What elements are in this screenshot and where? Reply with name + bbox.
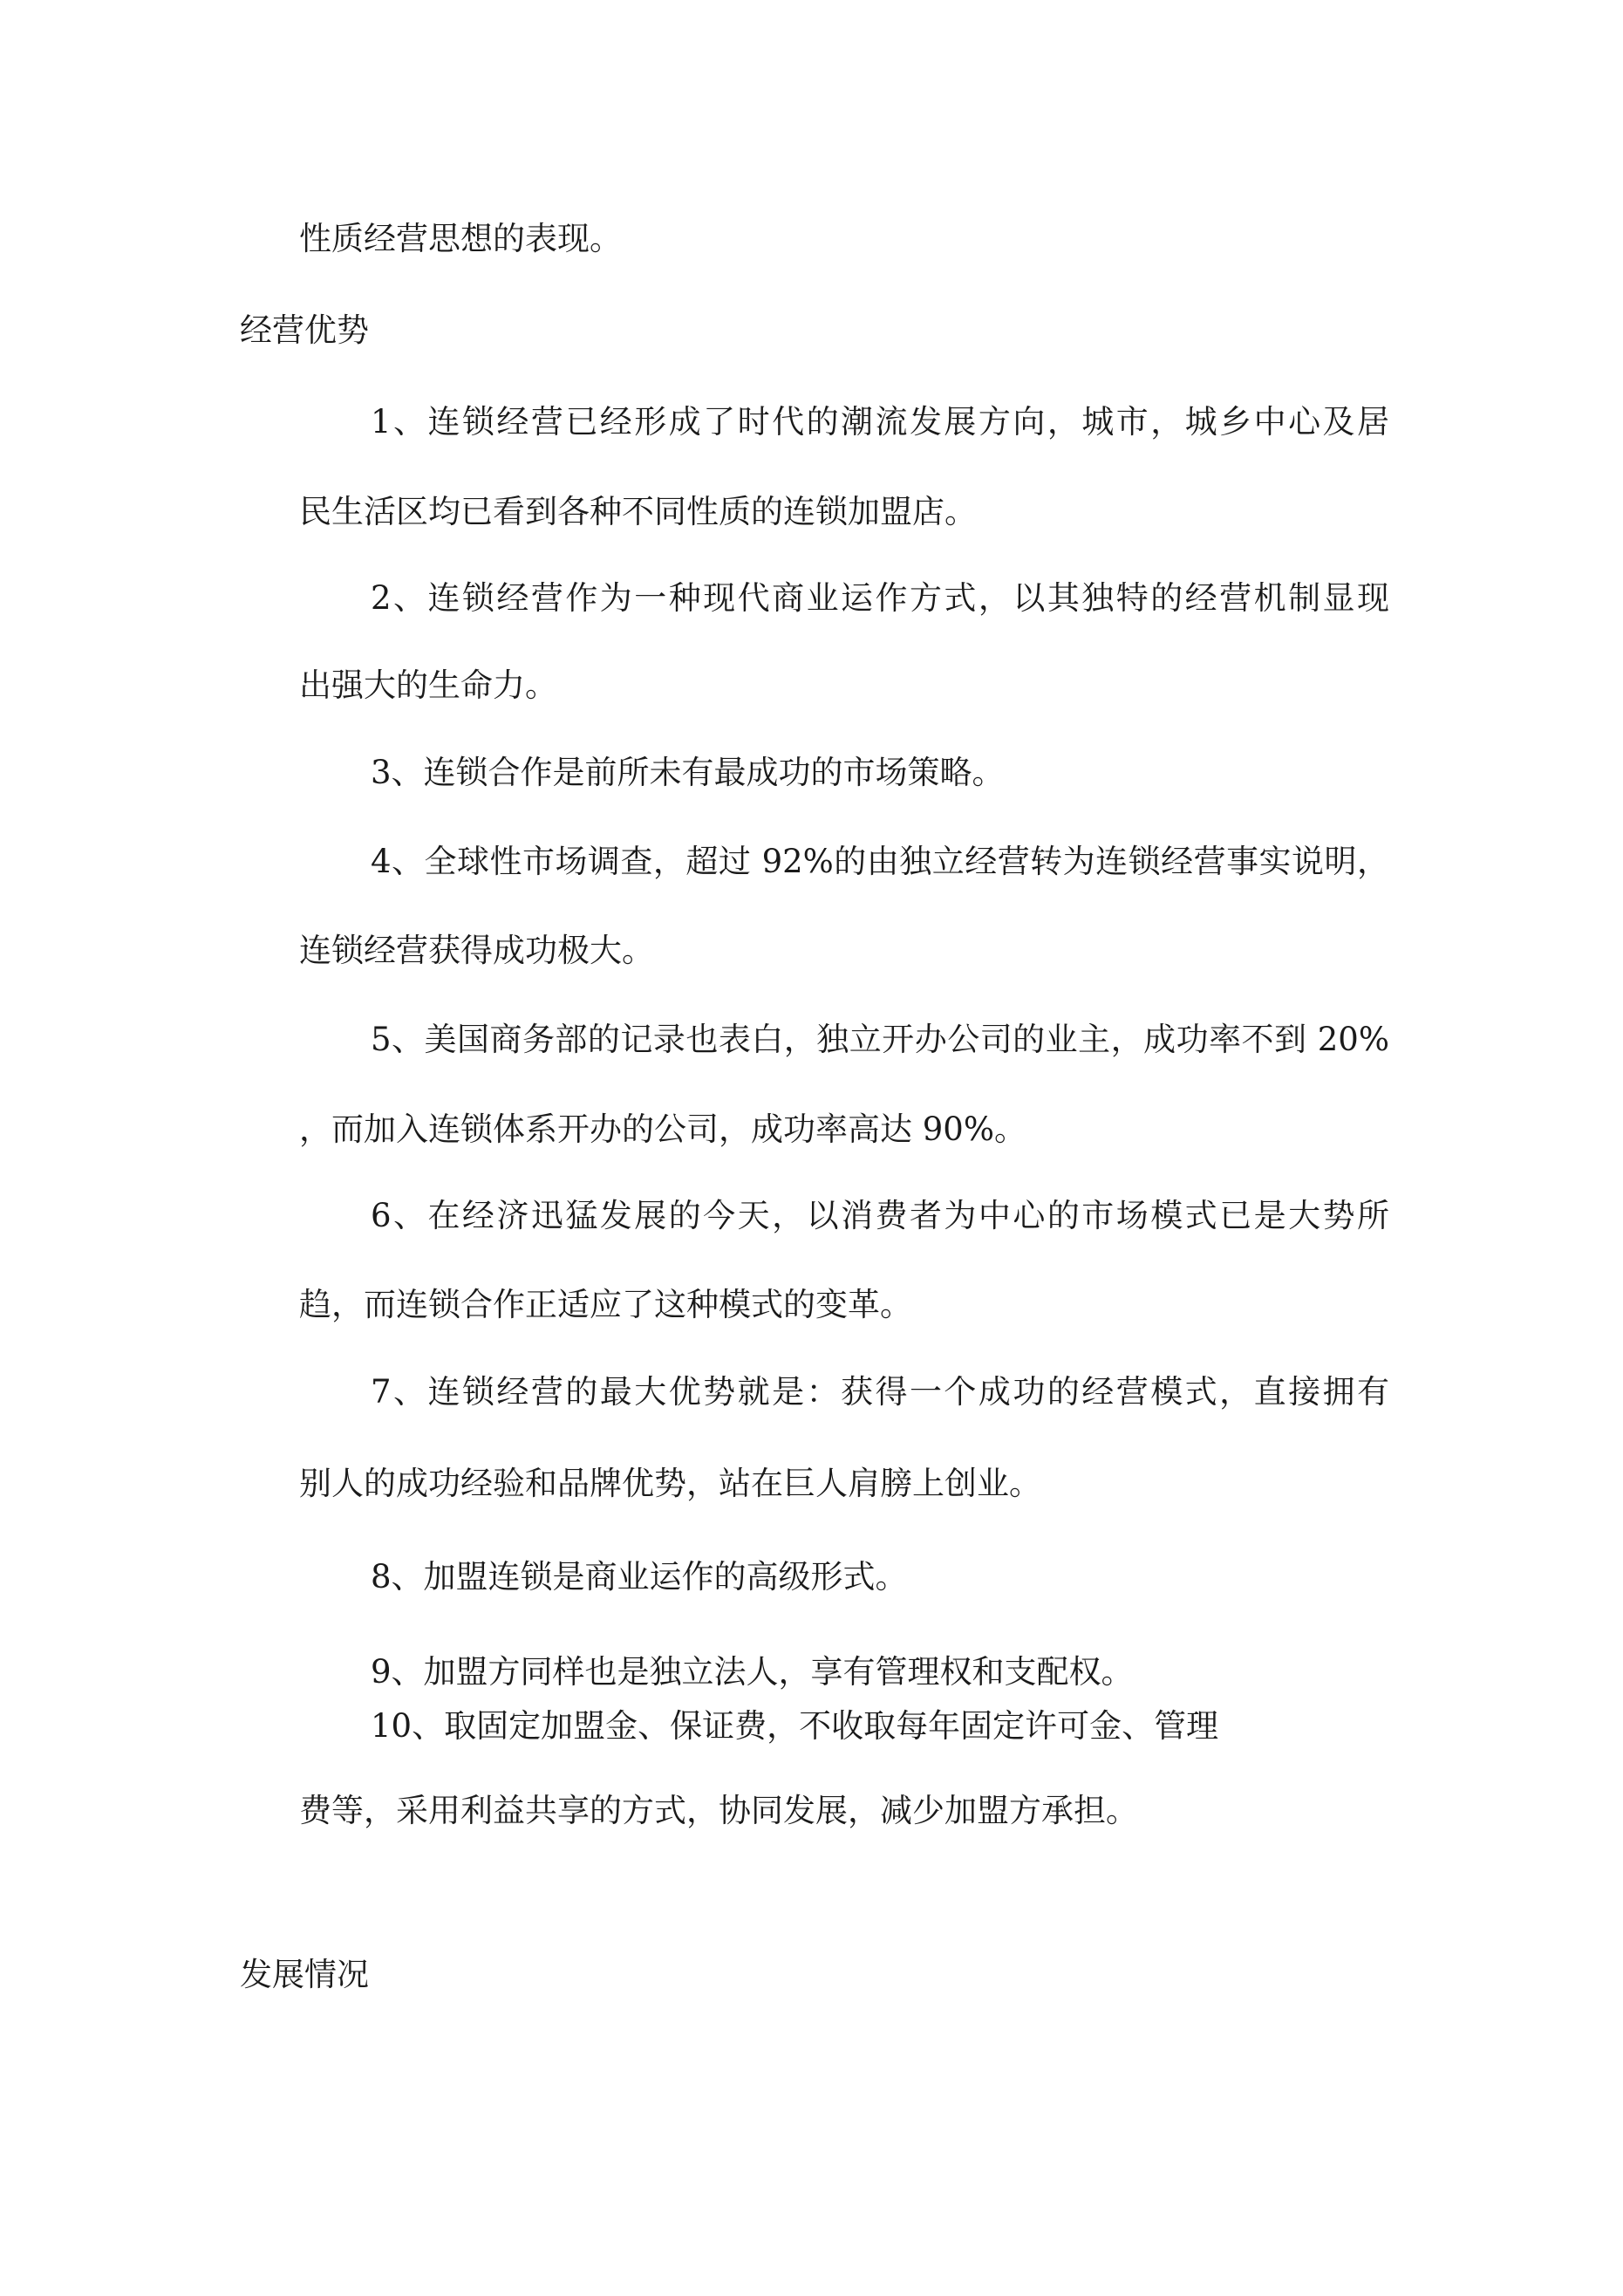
item-2-line-2: 出强大的生命力。 — [299, 666, 557, 704]
item-4-line-2: 连锁经营获得成功极大。 — [299, 932, 654, 969]
item-8: 8、加盟连锁是商业运作的高级形式。 — [371, 1558, 908, 1596]
item-10-line-2: 费等，采用利益共享的方式，协同发展，减少加盟方承担。 — [299, 1792, 1138, 1829]
section-heading-development: 发展情况 — [240, 1956, 369, 1993]
item-7-line-2: 别人的成功经验和品牌优势，站在巨人肩膀上创业。 — [299, 1465, 1041, 1502]
text-line-continuation: 性质经营思想的表现。 — [299, 220, 622, 257]
item-5-line-1: 5、美国商务部的记录也表白，独立开办公司的业主，成功率不到 20% — [371, 1021, 1389, 1058]
item-7-line-1: 7、连锁经营的最大优势就是：获得一个成功的经营模式，直接拥有 — [371, 1373, 1389, 1411]
item-1-line-1: 1、连锁经营已经形成了时代的潮流发展方向，城市，城乡中心及居 — [371, 403, 1389, 441]
item-6-line-2: 趋，而连锁合作正适应了这种模式的变革。 — [299, 1286, 912, 1323]
section-heading-advantages: 经营优势 — [240, 311, 369, 349]
item-2-line-1: 2、连锁经营作为一种现代商业运作方式，以其独特的经营机制显现 — [371, 579, 1389, 617]
item-10-line-1: 10、取固定加盟金、保证费，不收取每年固定许可金、管理 — [371, 1707, 1219, 1745]
item-4-line-1: 4、全球性市场调查，超过 92%的由独立经营转为连锁经营事实说明， — [371, 843, 1389, 880]
item-5-line-2: ，而加入连锁体系开办的公司，成功率高达 90%。 — [299, 1110, 1026, 1148]
item-6-line-1: 6、在经济迅猛发展的今天，以消费者为中心的市场模式已是大势所 — [371, 1197, 1389, 1234]
item-3: 3、连锁合作是前所未有最成功的市场策略。 — [371, 754, 1005, 791]
item-1-line-2: 民生活区均已看到各种不同性质的连锁加盟店。 — [299, 493, 977, 530]
item-9: 9、加盟方同样也是独立法人，享有管理权和支配权。 — [371, 1653, 1134, 1691]
